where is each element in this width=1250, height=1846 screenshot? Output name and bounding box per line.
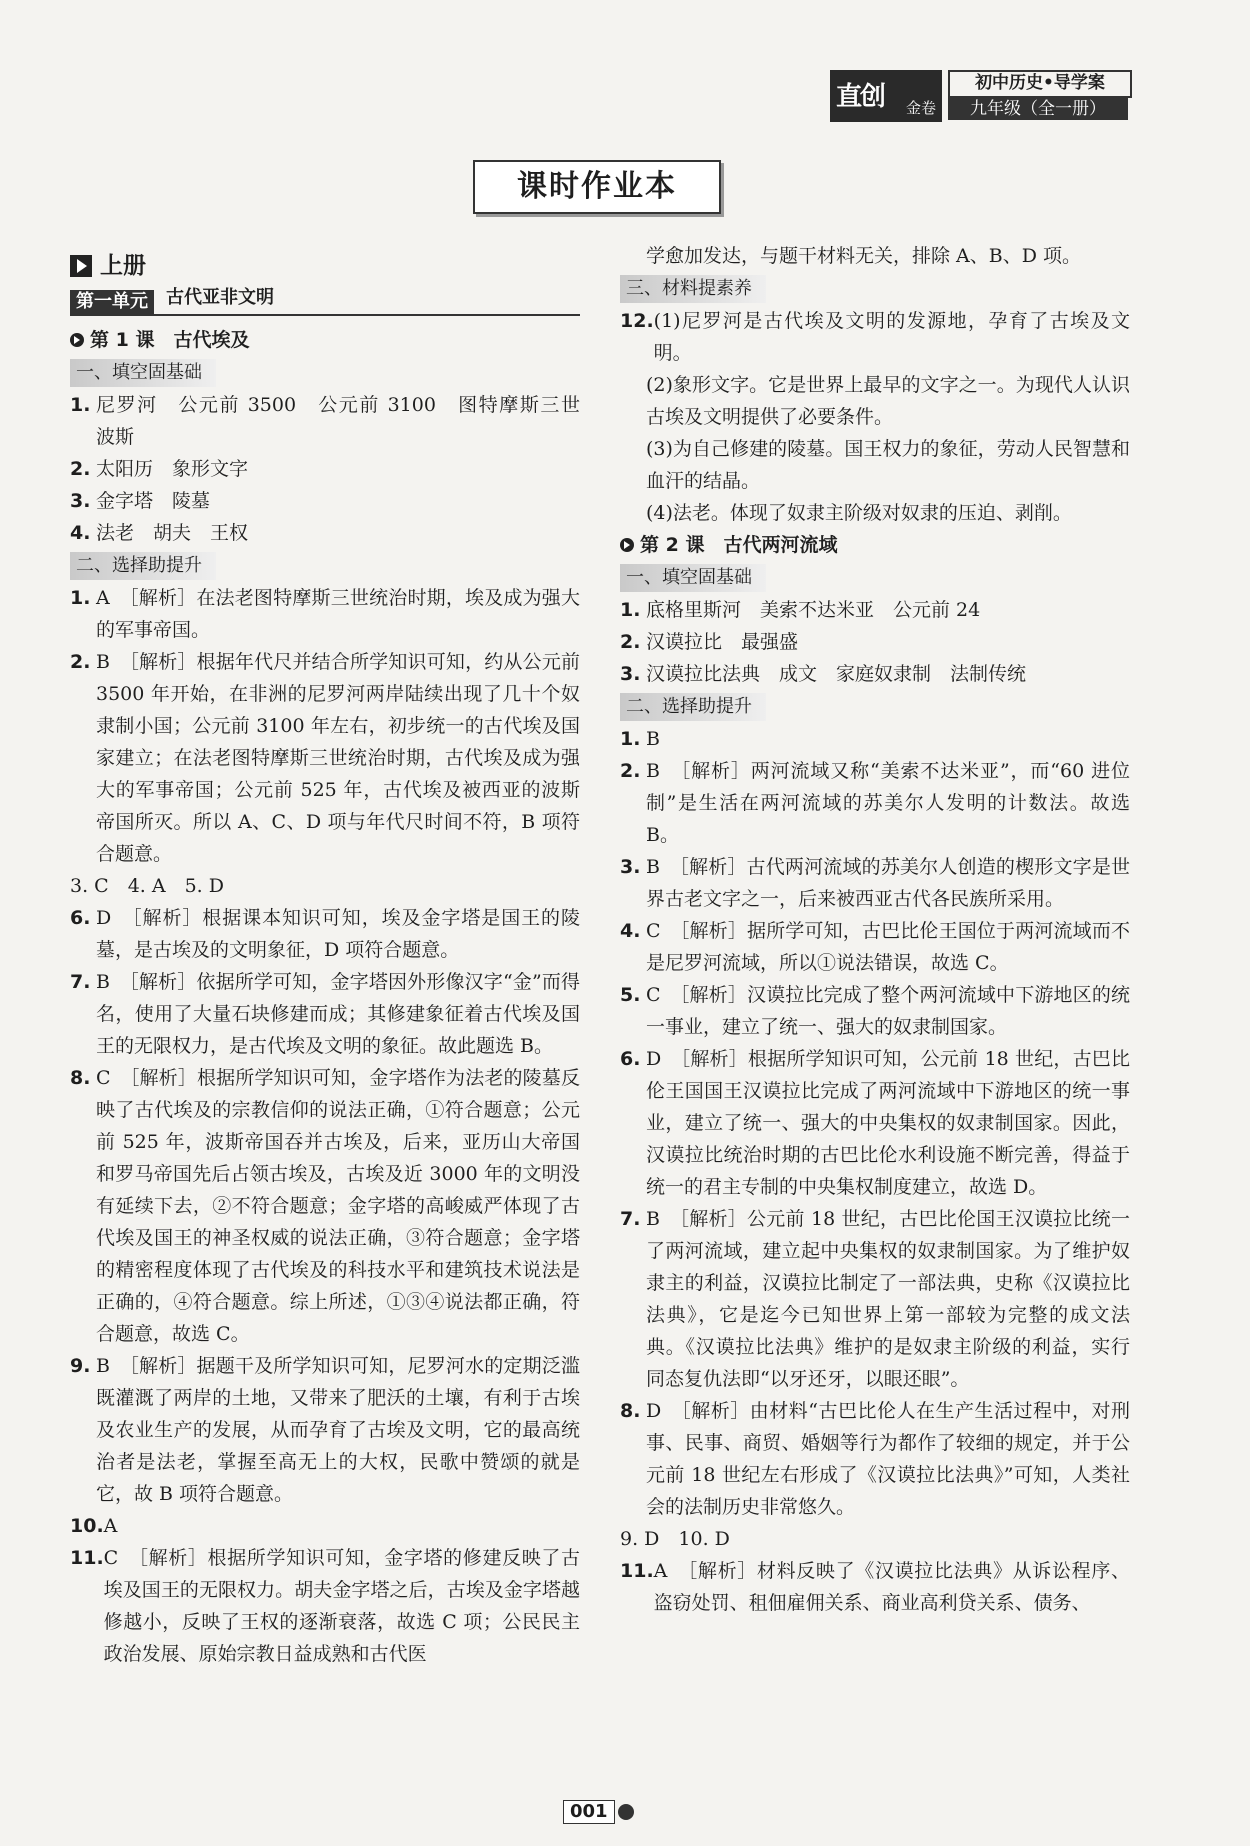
lesson-icon [70,333,84,347]
item-number: 11. [70,1547,104,1569]
item-text: A ［解析］材料反映了《汉谟拉比法典》从诉讼程序、盗窃处罚、租佃雇佣关系、商业高利贷关系、债务、 [653,1560,1130,1614]
answer-item [70,966,580,1062]
answer-item [70,485,580,517]
item-text: B ［解析］依据所学可知，金字塔因外形像汉字“金”而得名，使用了大量石块修建而成；其修建象征着古代埃及国王的无限权力，是古代埃及文明的象征。故此题选 B。 [96,971,580,1057]
answer-item [620,979,1130,1043]
answer-item [620,851,1130,915]
item-text: A [103,1515,118,1537]
volume-label: 上册 [100,253,146,279]
lesson-title: 第 2 课 古代两河流域 [640,534,838,556]
item-text: 汉谟拉比法典 成文 家庭奴隶制 法制传统 [646,663,1027,685]
unit-tag: 第一单元 [70,290,154,314]
answer-item [620,658,1130,690]
item-text: 法老 胡夫 王权 [96,522,249,544]
item-text: 尼罗河 公元前 3500 公元前 3100 图特摩斯三世 波斯 [96,394,600,448]
page-dot-icon [618,1804,634,1820]
answer-item [620,305,1130,369]
item-number: 1. [70,587,91,609]
lesson-heading [620,529,1130,561]
logo-text: 直创 [836,82,885,112]
unit-heading [70,286,580,316]
answer-item [70,870,580,902]
answer-item [620,755,1130,851]
page-title: 课时作业本 [473,160,721,214]
item-number: 3. [620,663,641,685]
answer-item [620,626,1130,658]
item-number: 6. [70,907,91,929]
answer-item [620,1203,1130,1395]
section-label: 二、选择助提升 [620,693,766,721]
section-label: 一、填空固基础 [70,359,216,387]
item-number: 7. [70,971,91,993]
item-text: 底格里斯河 美索不达米亚 公元前 24 [646,599,981,621]
play-icon [70,255,92,277]
answer-item [70,902,580,966]
item-text: C ［解析］汉谟拉比完成了整个两河流域中下游地区的统一事业，建立了统一、强大的奴隶制国家。 [646,984,1130,1038]
item-text: 汉谟拉比 最强盛 [646,631,799,653]
item-number: 1. [620,599,641,621]
item-paragraph: (2)象形文字。它是世界上最早的文字之一。为现代人认识古埃及文明提供了必要条件。 [646,374,1130,428]
unit-name: 古代亚非文明 [166,287,274,308]
item-text: B [646,728,660,750]
lesson-heading [70,324,580,356]
series-label: 初中历史•导学案 [948,70,1132,98]
item-text: D ［解析］根据课本知识可知，埃及金字塔是国王的陵墓，是古埃及的文明象征，D 项符合题意。 [96,907,580,961]
answer-item [620,1395,1130,1523]
item-text: B ［解析］根据年代尺并结合所学知识可知，约从公元前 3500 年开始，在非洲的尼罗河两岸陆续出现了几十个奴隶制小国；公元前 3100 年左右，初步统一的古代埃及国家建立；在法老图特摩斯三世统治时期，古代埃及成为强大的军事帝国；公元前 525 年，古代埃及被西亚的波斯帝国所灭。所以 A、C、D 项与年代尺时间不符，B 项符合题意。 [96,651,580,865]
brand-logo [830,70,942,122]
answer-item [620,1043,1130,1203]
grade-label: 九年级（全一册） [948,98,1128,120]
item-number: 8. [70,1067,91,1089]
page-number-text: 001 [563,1800,615,1824]
answer-item [70,1350,580,1510]
brand-header [830,70,1128,122]
item-text: B ［解析］公元前 18 世纪，古巴比伦国王汉谟拉比统一了两河流域，建立起中央集权的奴隶制国家。为了维护奴隶主的利益，汉谟拉比制定了一部法典，史称《汉谟拉比法典》，它是迄今已知世界上第一部较为完整的成文法典。《汉谟拉比法典》维护的是奴隶主阶级的利益，实行同态复仇法即“以牙还牙，以眼还眼”。 [646,1208,1130,1390]
item-number: 1. [70,394,91,416]
item-text: (1)尼罗河是古代埃及文明的发源地，孕育了古埃及文明。 [653,310,1130,364]
item-text: A ［解析］在法老图特摩斯三世统治时期，埃及成为强大的军事帝国。 [96,587,580,641]
answer-item [70,1542,580,1670]
item-text: 3. C 4. A 5. D [70,875,224,897]
page-number [563,1798,643,1826]
item-number: 2. [70,651,91,673]
item-text: 9. D 10. D [620,1528,730,1550]
item-number: 9. [70,1355,91,1377]
item-text: 金字塔 陵墓 [96,490,211,512]
item-text: C ［解析］根据所学知识可知，金字塔的修建反映了古埃及国王的无限权力。胡夫金字塔之后，古埃及金字塔越修越小，反映了王权的逐渐衰落，故选 C 项；公民民主政治发展、原始宗教日益成熟和古代医 [103,1547,580,1665]
answer-item [70,517,580,549]
item-text: B ［解析］两河流域又称“美索不达米亚”，而“60 进位制”是生活在两河流域的苏美尔人发明的计数法。故选 B。 [646,760,1130,846]
item-paragraph: (4)法老。体现了奴隶主阶级对奴隶的压迫、剥削。 [646,502,1072,524]
item-text: B ［解析］据题干及所学知识可知，尼罗河水的定期泛滥既灌溉了两岸的土地，又带来了肥沃的土壤，有利于古埃及农业生产的发展，从而孕育了古埃及文明，它的最高统治者是法老，掌握至高无上的大权，民歌中赞颂的就是它，故 B 项符合题意。 [96,1355,580,1505]
item-number: 4. [70,522,91,544]
left-column [70,240,600,1670]
item-paragraph: (3)为自己修建的陵墓。国王权力的象征，劳动人民智慧和血汗的结晶。 [646,438,1130,492]
item-number: 11. [620,1560,654,1582]
section-label: 二、选择助提升 [70,552,216,580]
answer-item [70,582,580,646]
answer-item [620,1523,1130,1555]
item-text: B ［解析］古代两河流域的苏美尔人创造的楔形文字是世界古老文字之一，后来被西亚古代各民族所采用。 [646,856,1130,910]
answer-item [70,1062,580,1350]
continued-text: 学愈加发达，与题干材料无关，排除 A、B、D 项。 [646,245,1081,267]
volume-heading [70,246,580,286]
logo-sub: 金卷 [905,99,936,117]
answer-item [70,453,580,485]
item-text: C ［解析］据所学可知，古巴比伦王国位于两河流域而不是尼罗河流域，所以①说法错误，故选 C。 [646,920,1130,974]
item-number: 8. [620,1400,641,1422]
item-number: 2. [620,760,641,782]
item-number: 6. [620,1048,641,1070]
item-number: 1. [620,728,641,750]
answer-item [70,646,580,870]
lesson-icon [620,538,634,552]
answer-item [70,389,600,453]
item-number: 12. [620,310,654,332]
item-number: 3. [620,856,641,878]
item-text: 太阳历 象形文字 [96,458,249,480]
item-text: D ［解析］由材料“古巴比伦人在生产生活过程中，对刑事、民事、商贸、婚姻等行为都作了较细的规定，并于公元前 18 世纪左右形成了《汉谟拉比法典》”可知，人类社会的法制历史非常悠久。 [646,1400,1130,1518]
section-label: 一、填空固基础 [620,564,766,592]
answer-item [620,723,1130,755]
item-number: 7. [620,1208,641,1230]
lesson-title: 第 1 课 古代埃及 [90,329,250,351]
item-number: 4. [620,920,641,942]
answer-item [620,915,1130,979]
answer-item [620,1555,1130,1619]
item-number: 2. [620,631,641,653]
answer-item [70,1510,580,1542]
item-text: D ［解析］根据所学知识可知，公元前 18 世纪，古巴比伦王国国王汉谟拉比完成了两河流域中下游地区的统一事业，建立了统一、强大的中央集权的奴隶制国家。因此，汉谟拉比统治时期的古巴比伦水利设施不断完善，得益于统一的君主专制的中央集权制度建立，故选 D。 [646,1048,1130,1198]
answer-item [620,594,1130,626]
right-column [620,240,1130,1619]
item-number: 5. [620,984,641,1006]
item-number: 2. [70,458,91,480]
item-number: 10. [70,1515,104,1537]
item-number: 3. [70,490,91,512]
item-text: C ［解析］根据所学知识可知，金字塔作为法老的陵墓反映了古代埃及的宗教信仰的说法正确，①符合题意；公元前 525 年，波斯帝国吞并古埃及，后来，亚历山大帝国和罗马帝国先后占领古埃及，古埃及近 3000 年的文明没有延续下去，②不符合题意；金字塔的高峻威严体现了古代埃及国王的神圣权威的说法正确，③符合题意；金字塔的精密程度体现了古代埃及的科技水平和建筑技术说法是正确的，④符合题意。综上所述，①③④说法都正确，符合题意，故选 C。 [96,1067,580,1345]
section-label: 三、材料提素养 [620,275,766,303]
